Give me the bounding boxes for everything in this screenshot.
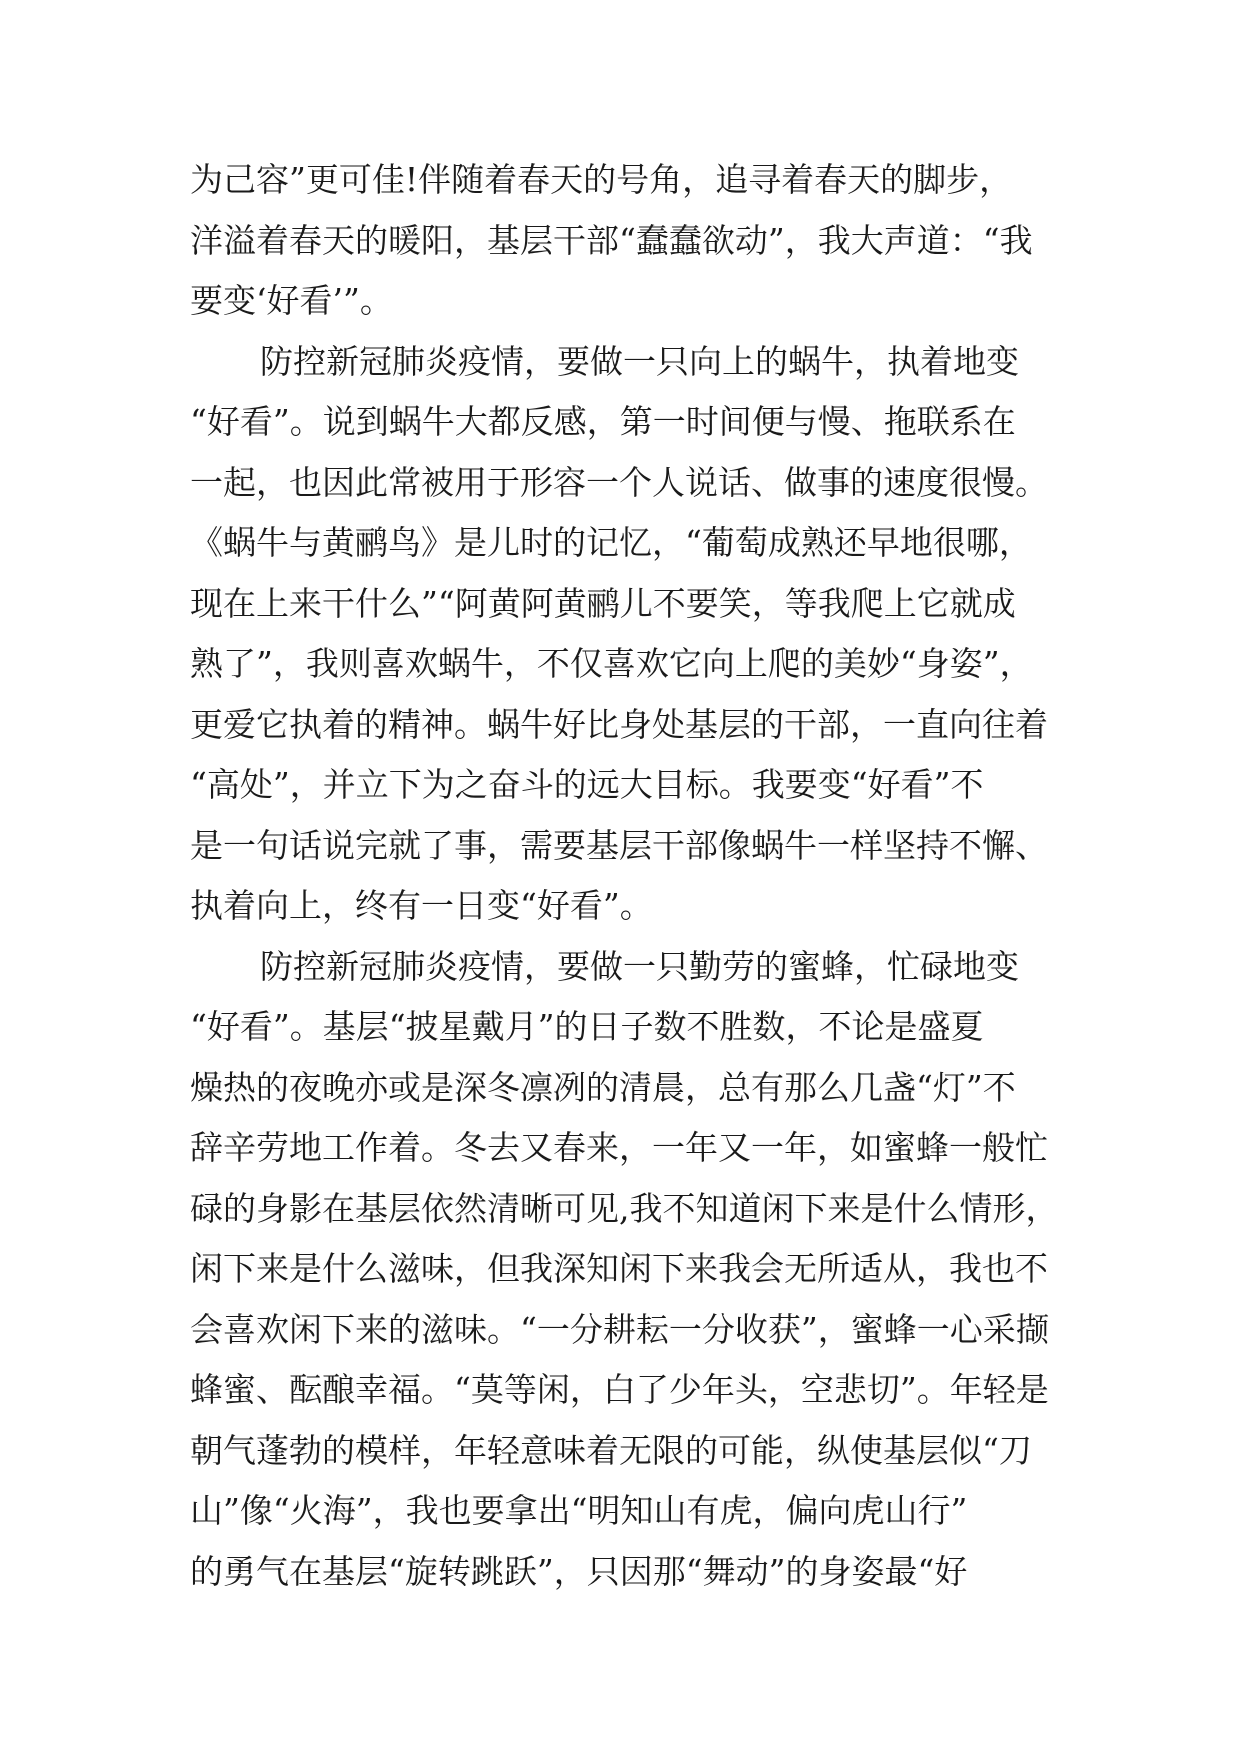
text-line: 是一句话说完就了事，需要基层干部像蜗牛一样坚持不懈、 [190,825,1048,865]
text-line: 洋溢着春天的暖阳，基层干部“蠢蠢欲动”，我大声道：“我 [190,220,1033,260]
text-line: 山”像“火海”，我也要拿出“明知山有虎，偏向虎山行” [190,1491,968,1530]
text-line: 朝气蓬勃的模样，年轻意味着无限的可能，纵使基层似“刀 [190,1430,1032,1470]
text-line: 闲下来是什么滋味，但我深知闲下来我会无所适从，我也不 [190,1249,1048,1288]
text-line: 燥热的夜晚亦或是深冬凛冽的清晨，总有那么几盏“灯”不 [190,1067,1016,1107]
text-line: 辞辛劳地工作着。冬去又春来，一年又一年，如蜜蜂一般忙 [190,1128,1048,1167]
text-line: 现在上来干什么”“阿黄阿黄鹂儿不要笑，等我爬上它就成 [190,583,1016,623]
text-line: “高处”，并立下为之奋斗的远大目标。我要变“好看”不 [190,765,984,804]
text-line: 《蜗牛与黄鹂鸟》是儿时的记忆，“葡萄成熟还早地很哪， [190,523,1032,562]
text-line: 会喜欢闲下来的滋味。“一分耕耘一分收获”，蜜蜂一心采撷 [190,1309,1049,1349]
text-line: 执着向上，终有一日变“好看”。 [190,886,653,925]
text-line: 碌的身影在基层依然清晰可见,我不知道闲下来是什么情形， [190,1188,1059,1228]
text-line: “好看”。基层“披星戴月”的日子数不胜数，不论是盛夏 [190,1007,984,1046]
text-line: 要变‘好看’”。 [190,281,393,320]
text-line: 的勇气在基层“旋转跳跃”，只因那“舞动”的身姿最“好 [190,1551,968,1591]
body-text [190,150,1070,1602]
text-line: 熟了”，我则喜欢蜗牛，不仅喜欢它向上爬的美妙“身姿”， [190,644,1033,683]
text-line: “好看”。说到蜗牛大都反感，第一时间便与慢、拖联系在 [190,402,1016,441]
text-line: 一起，也因此常被用于形容一个人说话、做事的速度很慢。 [190,462,1048,502]
text-line: 更爱它执着的精神。蜗牛好比身处基层的干部，一直向往着 [190,704,1048,744]
paragraph-first-line: 防控新冠肺炎疫情，要做一只勤劳的蜜蜂，忙碌地变 [260,946,1019,986]
text-line: 为己容”更可佳!伴随着春天的号角，追寻着春天的脚步， [190,160,1013,199]
paragraph-first-line: 防控新冠肺炎疫情，要做一只向上的蜗牛，执着地变 [260,341,1019,381]
text-line: 蜂蜜、酝酿幸福。“莫等闲，白了少年头，空悲切”。年轻是 [190,1370,1049,1409]
